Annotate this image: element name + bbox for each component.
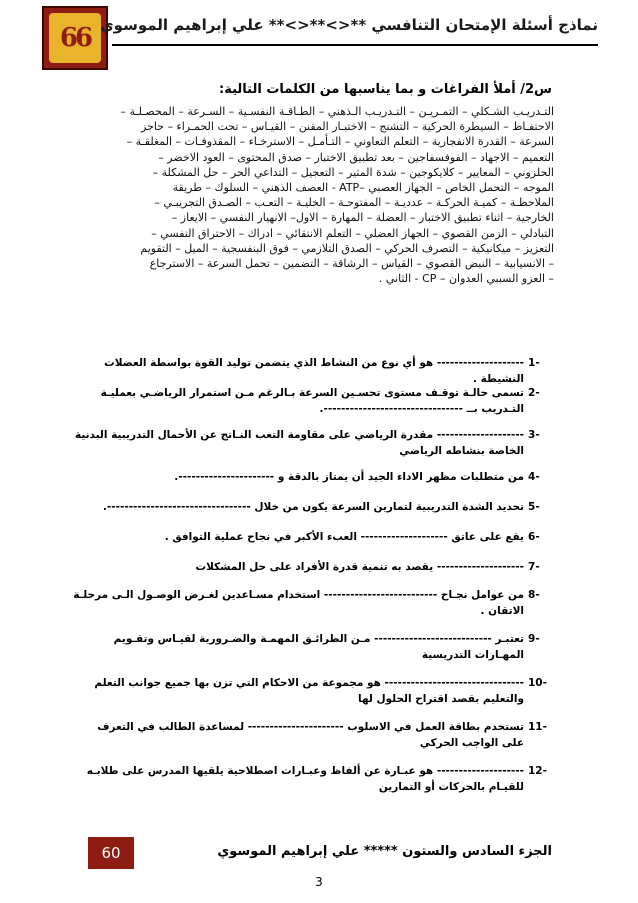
question-number: -10: [528, 677, 547, 689]
question-item: [72, 587, 542, 619]
word-bank-line: التعميم – الاجهاد – الفوفسفاجين – بعد تطبيق الاختبار – صدق المحتوى – العود الاخضر –: [158, 150, 554, 164]
question-number: -6: [528, 531, 540, 543]
question-text: -------------------- يقصد به تنمية قدرة الأفراد على حل المشكلات: [195, 561, 524, 573]
question-number: -9: [528, 633, 540, 645]
word-bank-line: – العزو السببي العدوان – CP - الثاني .: [378, 272, 554, 286]
question-text: تحديد الشدة التدريبية لتمارين السرعة يكون من خلال ---------------------------------.: [102, 501, 524, 513]
question-text: -------------------- هو أي نوع من النشاط الذي يتضمن توليد القوة بواسطة العضلات النشيطة .: [104, 357, 524, 385]
word-bank-line: الحلزوني – المعايير – كلايكوجين – شدة المثير – التعجيل – التداعي الحر – حل المشكلة –: [152, 165, 554, 179]
question-item: [72, 719, 547, 751]
word-bank-line: التـدريـب الشـكلي – التمـريـن – التـدريـب الـذهني – الطـاقـة النفسـية – السـرعة – المحصـلـة –: [120, 105, 554, 118]
question-text: تستخدم بطاقة العمل في الاسلوب ---------------------- لمساعدة الطالب في التعرف على الواجب الحركي: [97, 721, 524, 749]
word-bank-line: السرعة – القدرة الانفجارية – التعلم التعاوني – التـأمـل – الاسترخـاء – المقذوفـات – المغلقـة –: [126, 135, 554, 149]
question-item: [72, 529, 542, 545]
page-header: [42, 6, 598, 72]
footer-text: الجزء السادس والستون ***** علي إبراهيم الموسوي: [217, 844, 552, 859]
question-number: -4: [528, 471, 540, 483]
word-bank-line: الملاحظـة – كميـة الحركـة – عدديـة – المفتوحـة – الخليـة – التعـب – الصـدق التجريبـي –: [154, 196, 554, 210]
question-text: تعتبـر --------------------------- مـن الطرائـق المهمـة والضـرورية لقيـاس وتقـويم المهـارات التدريسية: [113, 633, 524, 661]
question-number: -3: [528, 429, 540, 441]
question-number: -2: [528, 387, 540, 399]
logo-mark: 66: [49, 13, 101, 63]
question-item: [72, 385, 542, 417]
question-number: -12: [528, 765, 547, 777]
word-bank-line: الموجه – التحمل الخاص – الجهاز العصبي –ATP - العصف الذهني – السلوك – طريقة: [172, 181, 554, 195]
word-bank-line: التعزيز – ميكانيكية – التصرف الحركي – الصدق التلازمي – فوق البنفسجية – الميل – التقويم: [140, 241, 554, 255]
logo: [42, 6, 108, 70]
question-text: من متطلبات مظهر الاداء الجيد أن يمتاز بالدقة و ----------------------.: [174, 471, 524, 483]
question-item: [72, 675, 547, 707]
page-footer: [88, 837, 558, 869]
question-item: [72, 469, 542, 485]
question-number: -8: [528, 589, 540, 601]
question-number: -7: [528, 561, 540, 573]
header-divider: [112, 44, 598, 46]
question-item: [72, 355, 542, 387]
word-bank-line: التبادلي – الزمن القصوي – الجهاز العضلي – التعلم الانتقائي – ادراك – الاحتراق النفسي –: [151, 226, 554, 240]
question-number: -5: [528, 501, 540, 513]
question-number: -1: [528, 357, 540, 369]
question-item: [72, 499, 542, 515]
footer-page-badge: 60: [88, 837, 134, 869]
question-text: يقع على عاتق -------------------- العبء الأكبر في نجاح عملية التوافق .: [164, 531, 524, 543]
question-text: -------------------- مقدرة الرياضي على مقاومة التعب النـاتج عن الأحمال التدريبية البدنية الخاصة بنشاطه الرياضي: [74, 429, 524, 457]
word-bank-line: الخارجية – اثناء تطبيق الاختبار – العضلة – المهارة – الاول– الانهيار النفسي – الايعاز –: [171, 211, 554, 225]
question-item: [72, 427, 542, 459]
question-number: -11: [528, 721, 547, 733]
word-bank-line: – الانسيابية – النبض القصوي – القياس – الرشاقة – التضمين – تحمل السرعة – الاسترجاع: [149, 257, 554, 271]
header-title: نماذج أسئلة الإمتحان التنافسي **<>**<>** علي إبراهيم الموسوي: [99, 16, 598, 34]
question-text: من عوامل نجـاح -------------------------- استخدام مسـاعدين لغـرض الوصـول الـى مرحلـة الاتقان .: [73, 589, 524, 617]
page-number: 3: [315, 875, 323, 889]
question-title: س2/ أملأ الفراغات و بما يناسبها من الكلمات التالية:: [219, 82, 552, 97]
question-item: [72, 559, 542, 575]
question-item: [72, 631, 542, 663]
word-bank-line: الاحتفـاظ – السيطرة الحركية – التشنج – الاختبـار المقنن – القيـاس – تحت الحمـراء – حاجز: [141, 120, 554, 134]
word-bank: [80, 104, 554, 286]
question-text: تسمى حالـة توقـف مستوى تحسـين السرعة بـالرغم مـن استمرار الرياضـي بعمليـة التـدريب بــ --------------------------------.: [100, 387, 524, 415]
question-item: [72, 763, 547, 795]
question-text: -------------------- هو عبـارة عن ألفاظ وعبـارات اصطلاحية يلقيها المدرس على طلابـه للقيـام بالحركات أو التمارين: [86, 765, 524, 793]
question-text: -------------------------------- هو مجموعة من الاحكام التي تزن بها جميع جوانب التعلم والتعليم بقصد اقتراح الحلول لها: [94, 677, 524, 705]
